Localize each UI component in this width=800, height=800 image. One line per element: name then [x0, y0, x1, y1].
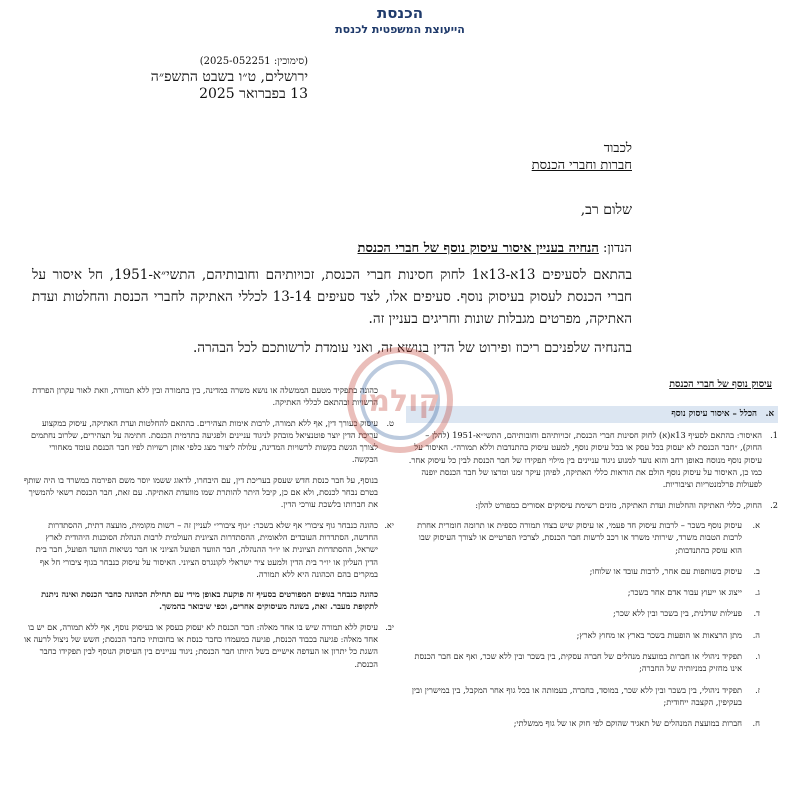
bold-note: כהונה כנבחר בגופים המפורטים בסעיף זה פוקעת באופן מידי עם תחילת הכהונה כחבר הכנסת ואינה ניתנת לתקופת מעבר. זאת, בשונה מעיסוקים אחרים, וכפי שיבואר בהמשך. [41, 589, 378, 612]
subject-label: הנדון: [603, 241, 632, 256]
intro-paragraph: בהתאם לסעיפים 13א-13א1 לחוק חסינות חברי הכנסת, זכויותיהם וחובותיהם, התשי״א-1951, חל איסור על חברי הכנסת לעסוק בעיסוק נוסף. סעיפים אלו, לצד סעיפים 13-14 לכללי האתיקה לחברי הכנסת והחלטות ועדת האתיקה, מפרטים מגבלות שונות וחריגים בעניין זה. [32, 267, 632, 327]
paragraph-1 [406, 429, 778, 490]
list-item-letter: א. [752, 519, 760, 530]
paragraph-number: 1. [770, 430, 778, 441]
intro-closing: בהנחיה שלפניכם ריכוז ופירוט של הדין בנושא זה, ואני עומדת לרשותכם לכל הבהרה. [192, 340, 632, 356]
addressee-name: חברות וחברי הכנסת [531, 158, 632, 173]
list-item [406, 519, 778, 556]
list-item-text: פעילות שדלנית, בין בשכר ובין ללא שכר; [613, 608, 742, 619]
paragraph-text: כהונה בתפקיד מטעם הממשלה או נושא משרה במדינה, בין בתמורה ובין ללא תמורה, וזאת לאור עקרון הפרדת הרשויות ובהתאם לכללי האתיקה. [32, 385, 378, 408]
list-item-text: עיסוק נוסף בשכר – לרבות עיסוק חד פעמי, או עיסוק שיש בצדו תמורה כספית או תרומה חומרית אחרת לרבות הטבות משרד, שירותי משרד או רכב לרשות חבר הכנסת, לצרכיו הפרטיים או לצורך העיסוק שבו הוא עוסק בהתנדבות; [417, 519, 742, 555]
paragraph-no-pay [22, 621, 394, 670]
paragraph-public-body [22, 519, 394, 580]
list-item [406, 717, 778, 729]
list-item [406, 684, 778, 709]
paragraph-text: כהונה כנבחר גוף ציבורי אף שלא בשכר: ״גוף ציבורי״ לעניין זה – רשות מקומית, מועצה דתית, ההסתדרות החדשה, הסתדרות העובדים הלאומית, ההסתדרות הציונית העולמית לרבות הנהלת הסוכנות היהודית לארץ ישראל, ההסתדרות הציונית או יו״ר ההנהלה, חבר הוועד הפועל הציוני או חבר נשיאות הוועד הפועל, חבר בית הדין העליון או יו״ר בית הדין ולמעט ציר ישראלי לקונגרס הציוני. האיסור על עיסוק כנבחר בגוף ציבורי חל אף במקרים בהם הכהונה היא ללא תמורה. [35, 519, 378, 579]
list-item-letter: ו. [755, 651, 760, 661]
paragraph-lawyer [22, 417, 394, 466]
list-item-letter: ז. [755, 684, 760, 695]
addressee-label: לכבוד [603, 141, 632, 156]
letterhead-subtitle: הייעוצת המשפטית לכנסת [335, 23, 465, 36]
subsection-heading [406, 406, 778, 423]
list-item-letter: ב. [753, 565, 760, 576]
paragraph-text: האיסור: בהתאם לסעיף 13א(א) לחוק חסינות חברי הכנסת, זכויותיהם וחובותיהם, התשי״א-1951 (להלן – החוק), ״חבר הכנסת לא יעסוק בכל עסק או בכל עיסוק נוסף, למעט עיסוק בהתנדבות וללא תמורה״. האיסור על עיסוק נוסף מנוסח באופן רחב והוא נועד למנוע ניגוד עניינים בין מילוי תפקידו של חבר הכנסת לבין כל עיסוק אחר. כמו כן, האיסור על עיסוק נוסף הולם את הוראות כללי האתיקה, לפיהן עיקר זמנו ומרצו של חבר הכנסת יופנה לפעולות פרלמנטריות וציבוריות. [408, 430, 762, 490]
paragraph-text: עיסוק ללא תמורה שיש בו אחד מאלה: חבר הכנסת לא יעסוק בעסק או בעיסוק נוסף, אף ללא תמורה, אם יש בו אחד מאלה: פגיעה בכבוד הכנסת, פגיעה במעמדו כחבר כנסת או בחובותיו כחבר הכנסת; חשש של ניצול לרעה או השגת כל יתרון או העדפה אישיים בשל היותו חבר הכנסת; ניגוד עניינים בין העיסוק הנוסף לבין תפקידו כחבר הכנסת. [23, 621, 378, 669]
watermark-logo-icon [345, 345, 455, 455]
paragraph-continued [22, 384, 394, 409]
list-item-letter: ה. [752, 629, 760, 640]
list-item [406, 650, 778, 675]
paragraph-number: 2. [770, 499, 778, 510]
greeting: שלום רב, [580, 202, 632, 218]
subject-text: הנחיה בעניין איסור עיסוק נוסף של חברי הכנסת [357, 241, 599, 256]
list-item-letter: ג. [754, 587, 760, 598]
list-item [406, 586, 778, 598]
list-item-text: חברות במועצת המנהלים של תאגיד שהוקם לפי חוק או של גוף ממשלתי; [513, 718, 742, 729]
list-item-text: מתן הרצאות או הופעות בשכר בארץ או מחוץ לארץ; [576, 629, 742, 640]
section-title: עיסוק נוסף של חברי הכנסת [669, 379, 772, 390]
list-item-text: ייצוג או ייעוץ עבור אדם אחר בשכר; [627, 587, 742, 598]
subsection-title: הכלל – איסור עיסוק נוסף [671, 409, 757, 420]
list-item [406, 565, 778, 577]
paragraph-text: בנוסף, על חבר כנסת חדש שעסק בעריכת דין, עם היבחרו, לדאוג ששמו יוסר משם הפירמה במשרד בו היה שותף בטרם נבחר לכנסת, ולא אם כן, קיבל היתר להותרת שמו מוועדת האתיקה. עם זאת, חבר הכנסת רשאי להמשיך את חברותו בלשכת עורכי הדין. [23, 474, 378, 510]
paragraph-text: החוק, כללי האתיקה והחלטות ועדת האתיקה, מונים רשימת עיסוקים אסורים כמפורט להלן: [475, 499, 762, 510]
list-item-text: עיסוק בשותפות עם אחר, לרבות עובד או שלוחו; [589, 565, 742, 576]
hebrew-date: ירושלים, ט״ו בשבט התשפ״ה [150, 69, 308, 85]
paragraph-2 [406, 499, 778, 511]
paragraph-lawyer-cont [22, 474, 394, 511]
paragraph-number: ט. [386, 417, 394, 428]
list-item-letter: ח. [752, 718, 760, 729]
list-item-letter: ד. [753, 608, 760, 619]
subject-line [72, 240, 632, 256]
letterhead-title: הכנסת [376, 4, 424, 22]
watermark-text: קולמי [359, 384, 441, 419]
gregorian-date: 13 בפברואר 2025 [199, 86, 308, 102]
paragraph-number: יא. [384, 519, 394, 530]
reference-number: (סימוכין: 2025-052251) [199, 56, 308, 67]
list-item-text: תפקיד ניהולי, בין בשכר ובין ללא שכר, במוסד, בחברה, בעמותה או בכל גוף אחר המקבל, בין במישרין ובין בעקיפין, הקצבה ייחודית; [411, 684, 742, 707]
list-item-text: תפקיד ניהולי או חברות במועצת מנהלים של חברה עסקית, בין בשכר ובין ללא שכר, ואף אם חבר הכנסת אינו מחזיק במניותיה של החברה; [414, 651, 742, 674]
list-item [406, 629, 778, 641]
list-item [406, 607, 778, 619]
paragraph-text: עיסוק כעורך דין, אף ללא תמורה, לרבות אימות תצהירים. בהתאם להחלטות ועדת האתיקה, עיסוק במקצוע עריכת הדין יוצר פוטנציאל מובהק לניגוד עניינים ולפגיעה בתדמית הכנסת. חתימה על תצהירים, שלרוב נחתמים לצורך הגשת בקשות לרשויות המדינה, עלולה ליצור מצג כלפי אותן רשויות לפיו חבר הכנסת עומד מאחורי הבקשה. [31, 417, 378, 465]
left-column [22, 384, 394, 678]
paragraph-number-spacer [378, 474, 394, 511]
paragraph-number: יב. [385, 621, 394, 632]
right-column [406, 378, 778, 738]
subsection-letter: א. [765, 409, 774, 420]
letterhead [0, 4, 800, 36]
